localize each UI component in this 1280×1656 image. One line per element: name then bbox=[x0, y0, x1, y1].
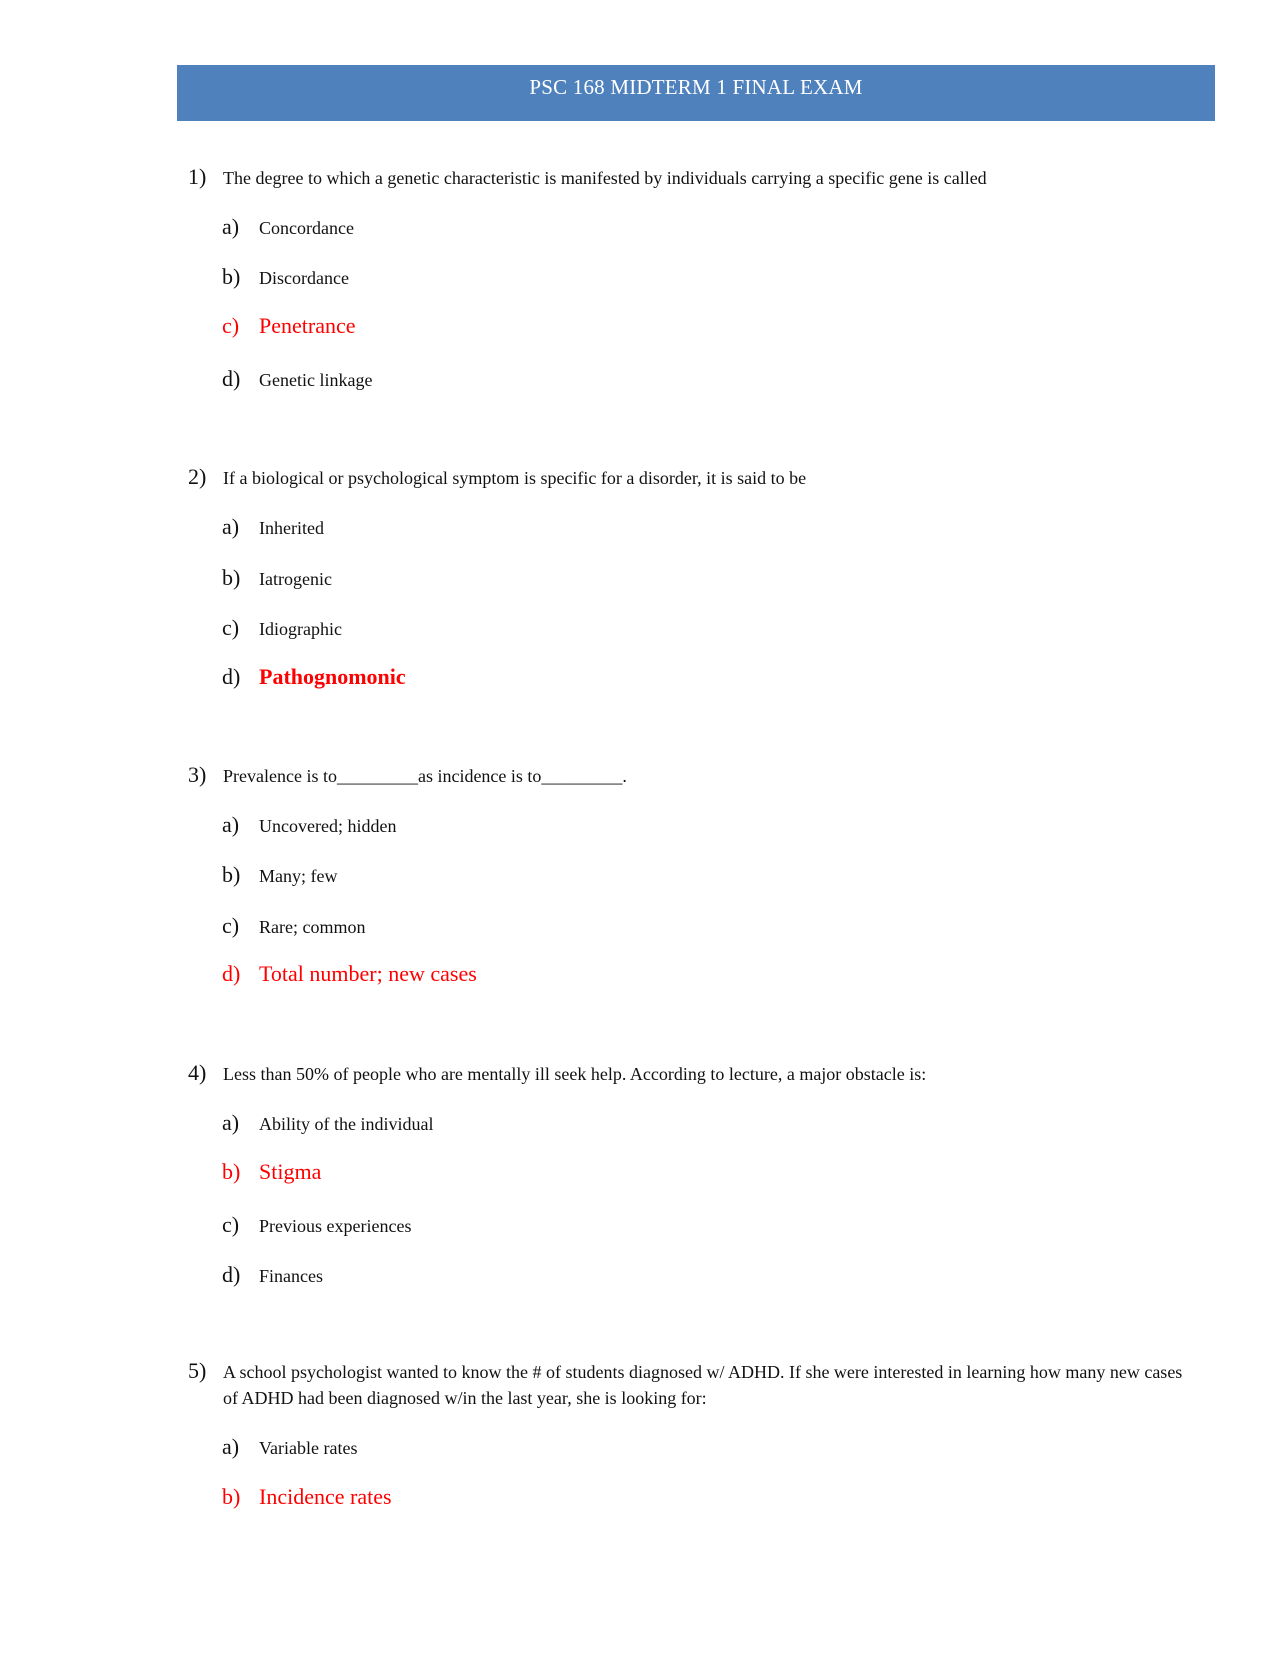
question-5 bbox=[188, 1358, 1200, 1411]
option-letter: b) bbox=[222, 565, 241, 590]
option-1b bbox=[222, 264, 349, 290]
option-3b bbox=[222, 862, 337, 888]
option-text: Ability of the individual bbox=[259, 1114, 434, 1134]
option-text: Variable rates bbox=[259, 1438, 358, 1458]
option-text: Genetic linkage bbox=[259, 370, 373, 390]
option-2d-correct bbox=[222, 664, 406, 690]
option-4d bbox=[222, 1262, 323, 1288]
option-text: Concordance bbox=[259, 218, 354, 238]
option-3d-correct bbox=[222, 961, 477, 987]
option-letter: a) bbox=[222, 214, 240, 239]
option-letter: d) bbox=[222, 366, 241, 391]
option-2c bbox=[222, 615, 342, 641]
option-text: Many; few bbox=[259, 866, 338, 886]
exam-title: PSC 168 MIDTERM 1 FINAL EXAM bbox=[529, 75, 863, 99]
question-number: 5) bbox=[188, 1358, 207, 1383]
question-text: If a biological or psychological symptom is specific for a disorder, it is said to be bbox=[223, 468, 807, 488]
question-text: A school psychologist wanted to know the # of students diagnosed w/ ADHD. If she were interested in learning how many new cases of ADHD had been diagnosed w/in the last year, she is looking for: bbox=[223, 1362, 1183, 1408]
option-text: Total number; new cases bbox=[259, 961, 477, 986]
option-letter: d) bbox=[222, 961, 241, 986]
option-2a bbox=[222, 514, 324, 540]
option-letter: d) bbox=[222, 664, 241, 689]
question-text: Less than 50% of people who are mentally ill seek help. According to lecture, a major obstacle is: bbox=[223, 1064, 927, 1084]
option-letter: d) bbox=[222, 1262, 241, 1287]
option-letter: b) bbox=[222, 862, 241, 887]
option-text: Uncovered; hidden bbox=[259, 816, 397, 836]
question-number: 4) bbox=[188, 1060, 207, 1085]
option-4c bbox=[222, 1212, 411, 1238]
question-text: The degree to which a genetic characteristic is manifested by individuals carrying a specific gene is called bbox=[223, 168, 987, 188]
exam-header bbox=[177, 65, 1215, 121]
option-text: Inherited bbox=[259, 518, 324, 538]
option-1a bbox=[222, 214, 354, 240]
question-3 bbox=[188, 762, 1200, 789]
option-letter: c) bbox=[222, 1212, 240, 1237]
option-1c-correct bbox=[222, 313, 356, 339]
option-text: Stigma bbox=[259, 1159, 322, 1184]
question-number: 1) bbox=[188, 164, 207, 189]
option-letter: a) bbox=[222, 1110, 240, 1135]
option-5a bbox=[222, 1434, 357, 1460]
option-text: Incidence rates bbox=[259, 1484, 392, 1509]
option-5b-correct bbox=[222, 1484, 392, 1510]
option-2b bbox=[222, 565, 332, 591]
option-text: Finances bbox=[259, 1266, 323, 1286]
option-letter: a) bbox=[222, 812, 240, 837]
option-text: Penetrance bbox=[259, 313, 356, 338]
option-4b-correct bbox=[222, 1159, 321, 1185]
question-number: 3) bbox=[188, 762, 207, 787]
option-text: Rare; common bbox=[259, 917, 366, 937]
option-letter: b) bbox=[222, 264, 241, 289]
option-text: Previous experiences bbox=[259, 1216, 412, 1236]
question-1 bbox=[188, 164, 1200, 191]
option-3c bbox=[222, 913, 365, 939]
option-letter: a) bbox=[222, 1434, 240, 1459]
option-letter: b) bbox=[222, 1484, 241, 1509]
option-letter: a) bbox=[222, 514, 240, 539]
option-3a bbox=[222, 812, 396, 838]
option-text: Iatrogenic bbox=[259, 569, 332, 589]
option-letter: c) bbox=[222, 615, 240, 640]
option-letter: c) bbox=[222, 913, 240, 938]
option-text: Discordance bbox=[259, 268, 349, 288]
option-1d bbox=[222, 366, 372, 392]
question-4 bbox=[188, 1060, 1200, 1087]
option-4a bbox=[222, 1110, 433, 1136]
option-text: Idiographic bbox=[259, 619, 342, 639]
question-text: Prevalence is to_________as incidence is to_________. bbox=[223, 766, 627, 786]
option-letter: c) bbox=[222, 313, 240, 338]
question-2 bbox=[188, 464, 1200, 491]
option-text: Pathognomonic bbox=[259, 664, 406, 689]
option-letter: b) bbox=[222, 1159, 241, 1184]
question-number: 2) bbox=[188, 464, 207, 489]
